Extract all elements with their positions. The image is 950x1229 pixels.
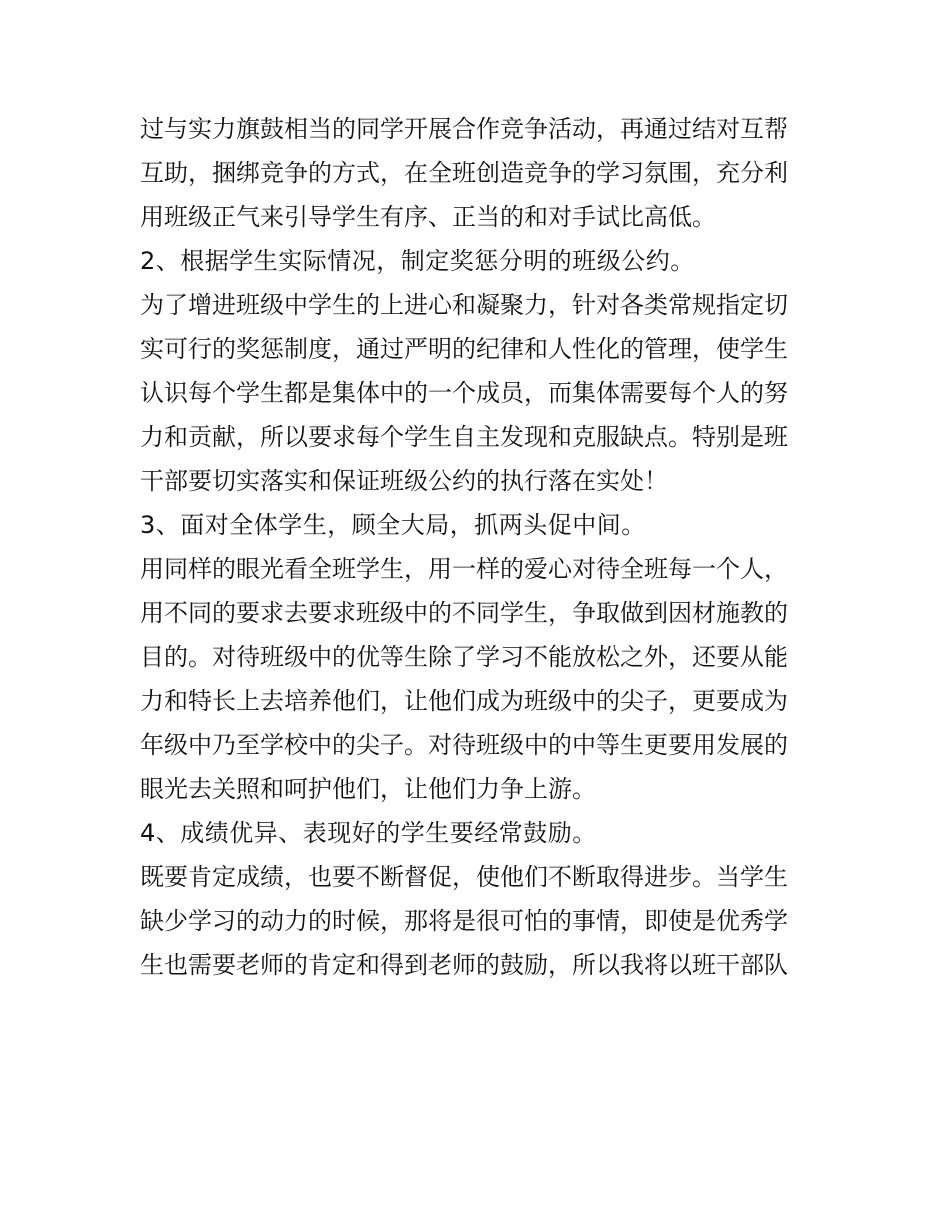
section-heading-4: 4、成绩优异、表现好的学生要经常鼓励。 (140, 819, 597, 847)
section-heading-3: 3、面对全体学生，顾全大局，抓两头促中间。 (140, 511, 646, 539)
paragraph-line: 过与实力旗鼓相当的同学开展合作竞争活动，再通过结对互帮 (140, 115, 788, 143)
paragraph-line: 目的。对待班级中的优等生除了学习不能放松之外，还要从能 (140, 643, 788, 671)
paragraph-line: 用同样的眼光看全班学生，用一样的爱心对待全班每一个人， (140, 555, 788, 583)
paragraph-line: 用班级正气来引导学生有序、正当的和对手试比高低。 (140, 203, 716, 231)
document-body (140, 107, 812, 987)
paragraph-line: 力和贡献，所以要求每个学生自主发现和克服缺点。特别是班 (140, 423, 788, 451)
paragraph-line: 认识每个学生都是集体中的一个成员，而集体需要每个人的努 (140, 379, 788, 407)
paragraph-line: 眼光去关照和呵护他们，让他们力争上游。 (140, 775, 596, 803)
paragraph-line: 既要肯定成绩，也要不断督促，使他们不断取得进步。当学生 (140, 863, 788, 891)
paragraph-line: 实可行的奖惩制度，通过严明的纪律和人性化的管理，使学生 (140, 335, 788, 363)
paragraph-line: 为了增进班级中学生的上进心和凝聚力，针对各类常规指定切 (140, 291, 788, 319)
section-heading-2: 2、根据学生实际情况，制定奖惩分明的班级公约。 (140, 247, 695, 275)
paragraph-line: 年级中乃至学校中的尖子。对待班级中的中等生更要用发展的 (140, 731, 788, 759)
paragraph-line: 干部要切实落实和保证班级公约的执行落在实处！ (140, 467, 668, 495)
paragraph-line: 缺少学习的动力的时候，那将是很可怕的事情，即使是优秀学 (140, 907, 788, 935)
paragraph-line: 生也需要老师的肯定和得到老师的鼓励，所以我将以班干部队 (140, 951, 788, 979)
paragraph-line: 力和特长上去培养他们，让他们成为班级中的尖子，更要成为 (140, 687, 788, 715)
paragraph-line: 互助，捆绑竞争的方式，在全班创造竞争的学习氛围，充分利 (140, 159, 788, 187)
paragraph-line: 用不同的要求去要求班级中的不同学生，争取做到因材施教的 (140, 599, 788, 627)
